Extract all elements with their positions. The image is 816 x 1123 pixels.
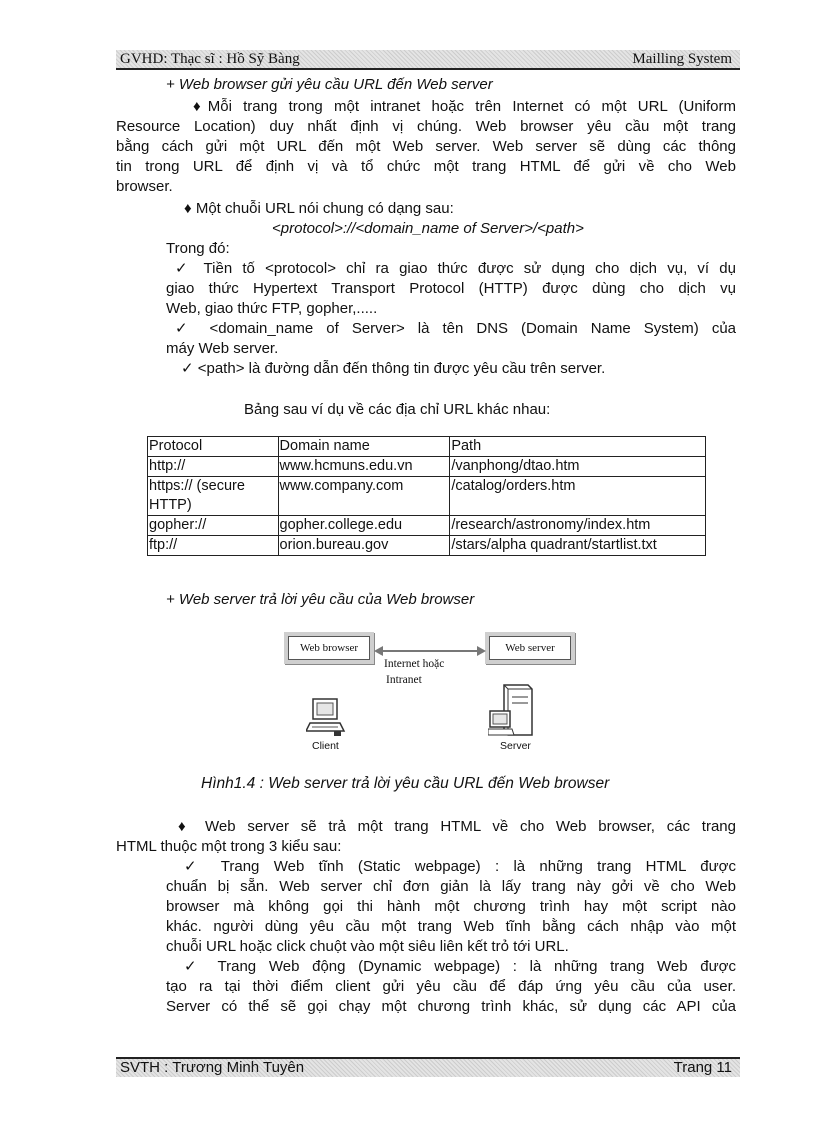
- web-server-box: [485, 632, 575, 664]
- figure-caption: Hình1.4 : Web server trả lời yêu cầu URL đến Web browser: [201, 775, 610, 792]
- url-format-intro: ♦ Một chuỗi URL nói chung có dạng sau:: [184, 200, 454, 217]
- protocol-desc-line3: Web, giao thức FTP, gopher,.....: [166, 300, 378, 317]
- domain-desc-line1: ✓ <domain_name of Server> là tên DNS (Domain Name System) của: [175, 320, 736, 337]
- static-page-line2: chuẩn bị sẵn. Web server chỉ đơn giản là lấy trang này gởi về cho Web: [166, 878, 736, 895]
- table-cell: /vanphong/dtao.htm: [450, 457, 706, 477]
- dynamic-page-line1: ✓ Trang Web động (Dynamic webpage) : là những trang Web được: [184, 958, 736, 975]
- section-heading-response: + Web server trả lời yêu cầu của Web browser: [166, 591, 475, 608]
- table-header-cell: Domain name: [278, 437, 450, 457]
- network-label-line2: Intranet: [386, 674, 422, 686]
- table-cell: gopher://: [148, 516, 279, 536]
- para1-line5: browser.: [116, 178, 173, 195]
- static-page-line1: ✓ Trang Web tĩnh (Static webpage) : là những trang HTML được: [184, 858, 736, 875]
- para1-line4: tin trong URL để định vị và tổ chức một trang HTML để gửi về cho Web: [116, 158, 736, 175]
- footer-student: SVTH : Trương Minh Tuyên: [120, 1059, 305, 1076]
- client-label: Client: [312, 740, 339, 752]
- table-cell: http://: [148, 457, 279, 477]
- table-cell: www.hcmuns.edu.vn: [278, 457, 450, 477]
- table-row: [148, 516, 706, 536]
- protocol-desc-line2: giao thức Hypertext Transport Protocol (HTTP) được dùng cho dịch vụ: [166, 280, 736, 297]
- static-page-line4: khác. người dùng yêu cầu một trang Web tĩnh bằng cách nhập vào một: [166, 918, 736, 935]
- page-header: [116, 50, 740, 70]
- header-advisor: GVHD: Thạc sĩ : Hồ Sỹ Bàng: [120, 51, 300, 67]
- table-row: [148, 477, 706, 516]
- table-cell: www.company.com: [278, 477, 450, 516]
- trong-do-label: Trong đó:: [166, 240, 230, 257]
- static-page-line3: browser mà không gọi thi hành một chương trình hay một script nào: [166, 898, 736, 915]
- domain-desc-line2: máy Web server.: [166, 340, 279, 357]
- web-browser-label: Web browser: [288, 636, 370, 660]
- url-examples-table: [147, 436, 706, 556]
- table-caption: Bảng sau ví dụ về các địa chỉ URL khác nhau:: [244, 401, 551, 418]
- para1-line2: Resource Location) duy nhất định vị chúng. Web browser yêu cầu một trang: [116, 118, 736, 135]
- table-cell: orion.bureau.gov: [278, 536, 450, 556]
- section-heading-request: + Web browser gửi yêu cầu URL đến Web server: [166, 76, 493, 93]
- client-computer-icon: [306, 697, 348, 739]
- dynamic-page-line3: Server có thể sẽ gọi chạy một chương trình khác, sử dụng các API của: [166, 998, 736, 1015]
- server-computer-icon: [488, 683, 534, 739]
- page-footer: [116, 1057, 740, 1077]
- footer-page-number: Trang 11: [673, 1059, 732, 1076]
- table-row: [148, 457, 706, 477]
- table-header-row: [148, 437, 706, 457]
- para3-line1: ♦ Web server sẽ trả một trang HTML về cho Web browser, các trang: [178, 818, 736, 835]
- web-browser-box: [284, 632, 374, 664]
- url-format: <protocol>://<domain_name of Server>/<path>: [272, 220, 584, 237]
- table-cell: /catalog/orders.htm: [450, 477, 706, 516]
- dynamic-page-line2: tạo ra tại thời điểm client gửi yêu cầu để đáp ứng yêu cầu của user.: [166, 978, 736, 995]
- table-header-cell: Protocol: [148, 437, 279, 457]
- para1-line3: bằng cách gửi một URL đến một Web server. Web server sẽ dùng các thông: [116, 138, 736, 155]
- path-desc: ✓ <path> là đường dẫn đến thông tin được yêu cầu trên server.: [181, 360, 606, 377]
- web-server-label: Web server: [489, 636, 571, 660]
- server-label: Server: [500, 740, 531, 752]
- double-arrow-icon: [374, 644, 486, 658]
- header-title: Mailling System: [632, 51, 732, 67]
- para1-line1: ♦Mỗi trang trong một intranet hoặc trên Internet có một URL (Uniform: [193, 98, 736, 115]
- protocol-desc-line1: ✓ Tiền tố <protocol> chỉ ra giao thức được sử dụng cho dịch vụ, ví dụ: [175, 260, 736, 277]
- static-page-line5: chuỗi URL hoặc click chuột vào một siêu liên kết trỏ tới URL.: [166, 938, 569, 955]
- table-cell: gopher.college.edu: [278, 516, 450, 536]
- network-label-line1: Internet hoặc: [384, 658, 445, 670]
- table-header-cell: Path: [450, 437, 706, 457]
- table-cell: ftp://: [148, 536, 279, 556]
- table-row: [148, 536, 706, 556]
- table-cell: /research/astronomy/index.htm: [450, 516, 706, 536]
- table-cell: /stars/alpha quadrant/startlist.txt: [450, 536, 706, 556]
- table-cell: https:// (secure HTTP): [148, 477, 279, 516]
- para3-line2: HTML thuộc một trong 3 kiểu sau:: [116, 838, 342, 855]
